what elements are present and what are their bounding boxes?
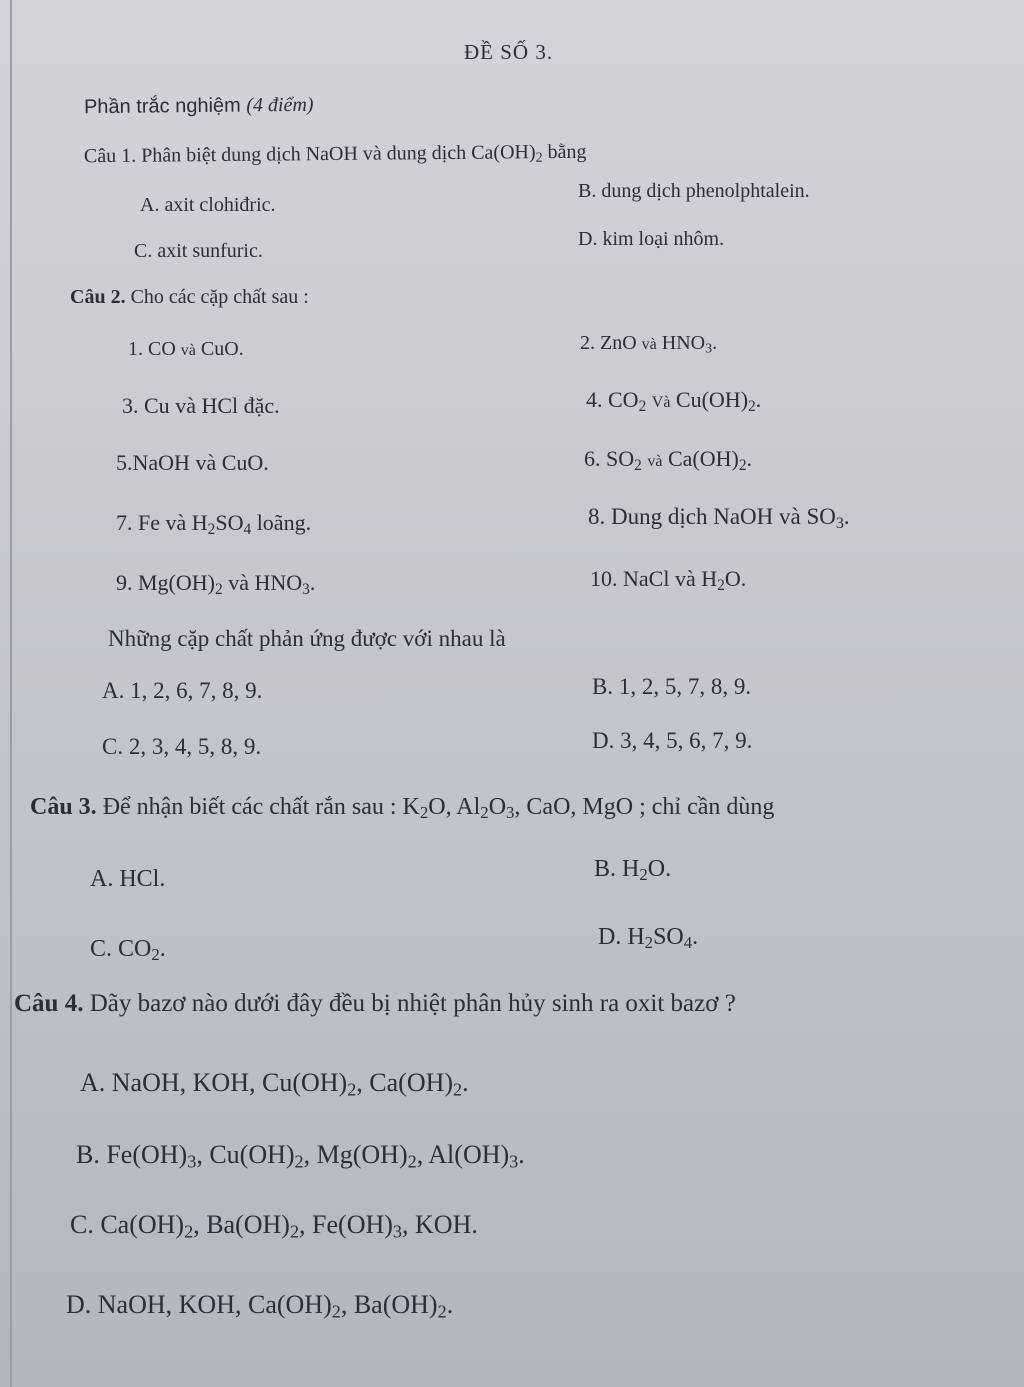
section-points: (4 điểm) bbox=[246, 93, 314, 117]
q1-option-d: D. kim loại nhôm. bbox=[578, 228, 725, 250]
q3-number: Câu 3. bbox=[30, 794, 97, 820]
question-4 bbox=[14, 990, 736, 1018]
section-heading bbox=[84, 94, 314, 119]
q2-pair-9: 9. $Mg(OH)_2$ và $HNO_3$. bbox=[116, 570, 316, 598]
q2-pair-5: 5.NaOH và CuO. bbox=[116, 450, 269, 475]
q2-pair-6: 6. $SO_2$ và $Ca(OH)_2$. bbox=[584, 446, 753, 474]
q2-question: Những cặp chất phản ứng được với nhau là bbox=[108, 626, 506, 651]
paper-edge bbox=[10, 0, 12, 1387]
q4-option-b: B. $Fe(OH)_3$, $Cu(OH)_2$, $Mg(OH)_2$, $Al(OH)_3$. bbox=[76, 1140, 525, 1172]
q1-number: Câu 1. bbox=[83, 144, 137, 168]
q1-option-c: C. axit sunfuric. bbox=[134, 240, 263, 262]
q2-pair-8: 8. Dung dịch NaOH và $SO_3$. bbox=[588, 504, 850, 533]
q2-text: Cho các cặp chất sau : bbox=[130, 286, 309, 308]
section-label: Phần trắc nghiệm bbox=[83, 94, 241, 119]
q2-number: Câu 2. bbox=[70, 286, 126, 308]
question-2 bbox=[70, 286, 309, 309]
q2-option-d: D. 3, 4, 5, 6, 7, 9. bbox=[592, 728, 753, 753]
q2-pair-7: 7. Fe và $H_2SO_4$ loãng. bbox=[116, 510, 312, 538]
q2-option-c: C. 2, 3, 4, 5, 8, 9. bbox=[102, 734, 262, 759]
q4-option-c: C. $Ca(OH)_2$, $Ba(OH)_2$, $Fe(OH)_3$, KOH. bbox=[70, 1210, 478, 1242]
q1-text: Phân biệt dung dịch NaOH và dung dịch bbox=[141, 141, 467, 167]
q1-text-after: bằng bbox=[547, 140, 587, 164]
q3-formulas: $K_2O$, $Al_2O_3$, CaO, MgO bbox=[402, 794, 634, 823]
q4-text: Dãy bazơ nào dưới đây đều bị nhiệt phân hủy sinh ra oxit bazơ ? bbox=[89, 990, 736, 1017]
q3-text-after: ; chỉ cần dùng bbox=[639, 794, 775, 820]
question-1 bbox=[84, 141, 587, 168]
q2-pair-4: 4. $CO_2$ Và $Cu(OH)_2$. bbox=[586, 387, 762, 415]
q1-option-b: B. dung dịch phenolphtalein. bbox=[578, 180, 810, 202]
q1-formula: $Ca(OH)_2$ bbox=[471, 141, 543, 166]
q4-option-d: D. NaOH, KOH, $Ca(OH)_2$, $Ba(OH)_2$. bbox=[66, 1290, 454, 1322]
q3-option-c: C. $CO_2$. bbox=[90, 936, 166, 965]
q4-number: Câu 4. bbox=[14, 990, 84, 1017]
q3-text: Để nhận biết các chất rắn sau : bbox=[102, 794, 397, 820]
q3-option-a: A. HCl. bbox=[90, 866, 166, 892]
q1-option-a: A. axit clohiđric. bbox=[140, 194, 276, 216]
q4-option-a: A. NaOH, KOH, $Cu(OH)_2$, $Ca(OH)_2$. bbox=[80, 1068, 469, 1100]
q2-option-a: A. 1, 2, 6, 7, 8, 9. bbox=[102, 678, 263, 703]
q2-pair-2: 2. ZnO và $HNO_3$. bbox=[580, 332, 718, 357]
q2-pair-3: 3. Cu và HCl đặc. bbox=[122, 393, 280, 418]
page-title: ĐỀ SỐ 3. bbox=[464, 40, 554, 64]
question-3 bbox=[30, 794, 774, 821]
q2-pair-1: 1. CO và CuO. bbox=[128, 338, 244, 360]
q3-option-b: B. $H_2O$. bbox=[594, 856, 672, 885]
q2-option-b: B. 1, 2, 5, 7, 8, 9. bbox=[592, 674, 752, 699]
q3-option-d: D. $H_2SO_4$. bbox=[598, 924, 699, 953]
q2-pair-10: 10. NaCl và $H_2O$. bbox=[590, 566, 747, 594]
